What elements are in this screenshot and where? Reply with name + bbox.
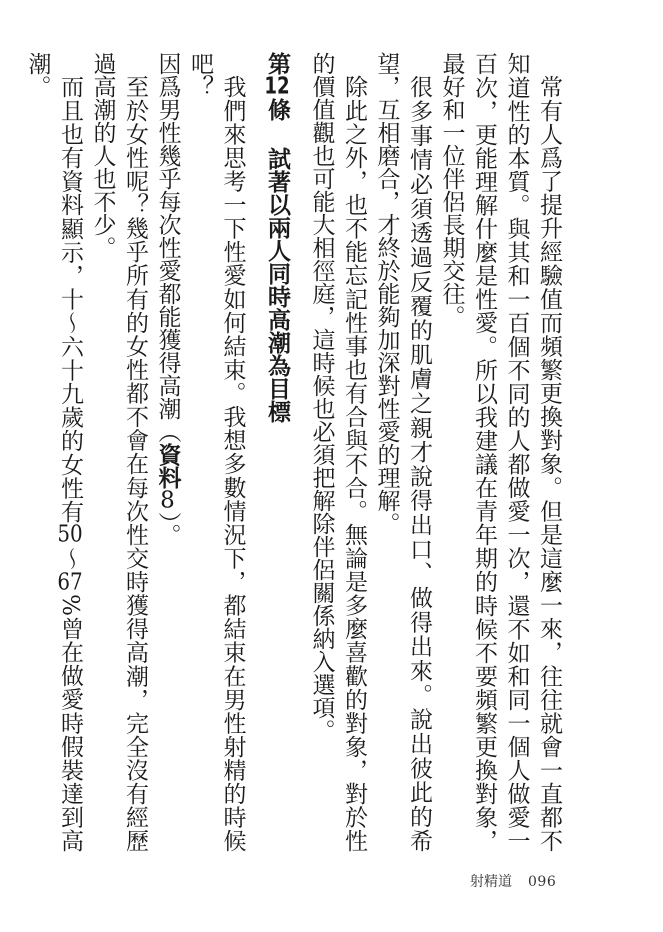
data-reference-number: 8	[160, 489, 175, 512]
paragraph-2: 很多事情必須透過反覆的肌膚之親才說得出口、做得出來。說出彼此的希望，互相磨合，才終於能夠加深對性愛的理解。	[373, 52, 432, 852]
heading-title: 試著以兩人同時高潮為目標	[264, 147, 290, 423]
paragraph-3: 除此之外，也不能忘記性事也有合與不合。無論是多麼喜歡的對象，對於性的價值觀也可能大相徑庭，這時候也必須把解除伴侶關係納入選項。	[308, 52, 367, 852]
paragraph-1: 常有人爲了提升經驗值而頻繁更換對象。但是這麼一來，往往就會一直都不知道性的本質。與其和一百個不同的人都做愛一次，還不如和同一個人做愛一百次，更能理解什麼是性愛。所以我建議在青年期的時候不要頻繁更換對象，最好和一位伴侶長期交往。	[438, 52, 562, 852]
heading-prefix: 第	[264, 52, 290, 75]
paragraph-5-end: ）。	[154, 512, 181, 547]
data-reference-label: 資料	[154, 443, 181, 489]
paragraph-7	[21, 52, 86, 852]
body-text	[21, 52, 565, 852]
page-footer	[470, 871, 556, 891]
paragraph-7-text-c: %曾在做愛時假裝達到高潮。	[24, 52, 83, 853]
heading-number: 12	[264, 75, 290, 98]
paragraph-5-text: 因爲男性幾乎每次性愛都能獲得高潮（	[154, 52, 181, 443]
page-number: 096	[528, 874, 557, 890]
heading-suffix: 條	[264, 98, 290, 121]
section-heading	[261, 52, 294, 852]
paragraph-6: 至於女性呢？幾乎所有的女性都不會在每次性交時獲得高潮，完全沒有經歷過高潮的人也不少。	[89, 52, 148, 852]
percent-high: 67	[57, 570, 83, 594]
paragraph-7-text-a: 而且也有資料顯示，十～六十九歲的女性有	[57, 75, 83, 524]
book-title: 射精道	[470, 874, 512, 890]
paragraph-5	[151, 52, 184, 852]
paragraph-4: 我們來思考一下性愛如何結束。我想多數情況下，都結束在男性射精的時候吧？	[187, 52, 246, 852]
paragraph-7-text-b: ～	[57, 546, 83, 571]
percent-low: 50	[57, 523, 83, 547]
